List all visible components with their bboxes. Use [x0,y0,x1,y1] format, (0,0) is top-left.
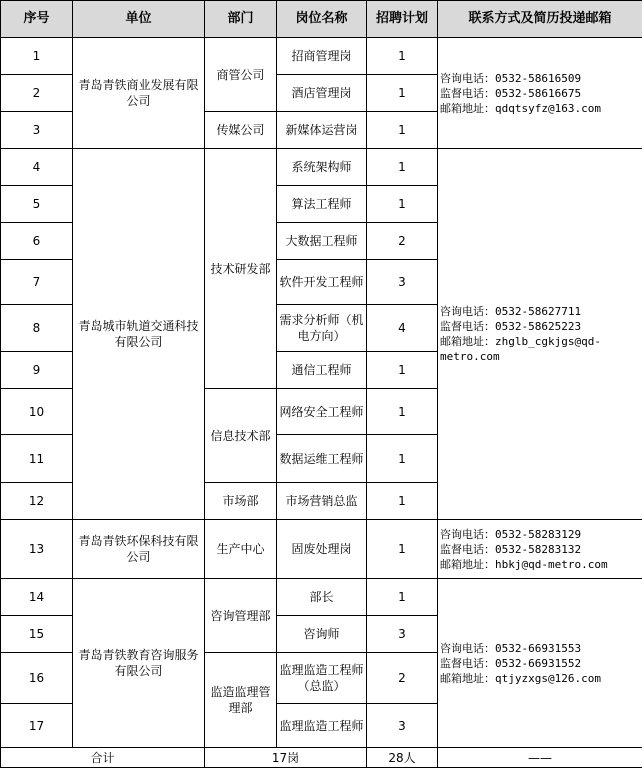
position-cell: 酒店管理岗 [277,75,367,112]
department-cell: 技术研发部 [205,149,277,389]
plan-cell: 1 [367,149,438,186]
company-cell: 青岛青铁商业发展有限公司 [73,38,205,149]
row-no: 8 [1,305,73,352]
total-contact: —— [438,748,642,768]
plan-cell: 3 [367,704,438,748]
plan-cell: 3 [367,260,438,305]
contact-cell: 咨询电话：0532-66931553 监督电话：0532-66931552 邮箱地址：qtjyzxgs@126.com [438,579,642,748]
row-no: 1 [1,38,73,75]
header-row [1,1,642,38]
total-label: 合计 [1,748,205,768]
plan-cell: 1 [367,520,438,579]
plan-cell: 4 [367,305,438,352]
contact-cell: 咨询电话：0532-58616509 监督电话：0532-58616675 邮箱地址：qdqtsyfz@163.com [438,38,642,149]
plan-cell: 1 [367,186,438,223]
row-no: 10 [1,389,73,435]
row-no: 11 [1,435,73,483]
position-cell: 软件开发工程师 [277,260,367,305]
row-no: 15 [1,616,73,653]
plan-cell: 1 [367,435,438,483]
plan-cell: 1 [367,389,438,435]
header-contact: 联系方式及简历投递邮箱 [438,1,642,38]
position-cell: 大数据工程师 [277,223,367,260]
position-cell: 网络安全工程师 [277,389,367,435]
position-cell: 监理监造工程师 [277,704,367,748]
header-no: 序号 [1,1,73,38]
header-company: 单位 [73,1,205,38]
position-cell: 监理监造工程师（总监） [277,653,367,704]
plan-cell: 1 [367,579,438,616]
company-cell: 青岛青铁教育咨询服务有限公司 [73,579,205,748]
plan-cell: 3 [367,616,438,653]
plan-cell: 1 [367,483,438,520]
row-no: 12 [1,483,73,520]
position-cell: 固废处理岗 [277,520,367,579]
plan-cell: 1 [367,352,438,389]
plan-cell: 1 [367,75,438,112]
department-cell: 监造监理管理部 [205,653,277,748]
row-no: 16 [1,653,73,704]
row-no: 17 [1,704,73,748]
position-cell: 算法工程师 [277,186,367,223]
row-no: 7 [1,260,73,305]
header-plan: 招聘计划 [367,1,438,38]
department-cell: 咨询管理部 [205,579,277,653]
position-cell: 通信工程师 [277,352,367,389]
row-no: 9 [1,352,73,389]
contact-cell: 咨询电话：0532-58627711 监督电话：0532-58625223 邮箱地址：zhglb_cgkjgs@qd-metro.com [438,149,642,520]
department-cell: 市场部 [205,483,277,520]
row-no: 5 [1,186,73,223]
table-row [1,579,642,616]
position-cell: 需求分析师（机电方向） [277,305,367,352]
header-department: 部门 [205,1,277,38]
position-cell: 招商管理岗 [277,38,367,75]
plan-cell: 2 [367,223,438,260]
total-row [1,748,642,768]
row-no: 3 [1,112,73,149]
position-cell: 新媒体运营岗 [277,112,367,149]
total-people: 28人 [367,748,438,768]
position-cell: 系统架构师 [277,149,367,186]
position-cell: 咨询师 [277,616,367,653]
row-no: 14 [1,579,73,616]
row-no: 13 [1,520,73,579]
table-row [1,149,642,186]
position-cell: 部长 [277,579,367,616]
department-cell: 信息技术部 [205,389,277,483]
plan-cell: 2 [367,653,438,704]
total-positions: 17岗 [205,748,367,768]
contact-cell: 咨询电话：0532-58283129 监督电话：0532-58283132 邮箱地址：hbkj@qd-metro.com [438,520,642,579]
company-cell: 青岛城市轨道交通科技有限公司 [73,149,205,520]
plan-cell: 1 [367,112,438,149]
header-position: 岗位名称 [277,1,367,38]
department-cell: 商管公司 [205,38,277,112]
department-cell: 传媒公司 [205,112,277,149]
table-row [1,38,642,75]
plan-cell: 1 [367,38,438,75]
company-cell: 青岛青铁环保科技有限公司 [73,520,205,579]
table-row [1,520,642,579]
position-cell: 数据运维工程师 [277,435,367,483]
position-cell: 市场营销总监 [277,483,367,520]
row-no: 6 [1,223,73,260]
row-no: 2 [1,75,73,112]
department-cell: 生产中心 [205,520,277,579]
row-no: 4 [1,149,73,186]
